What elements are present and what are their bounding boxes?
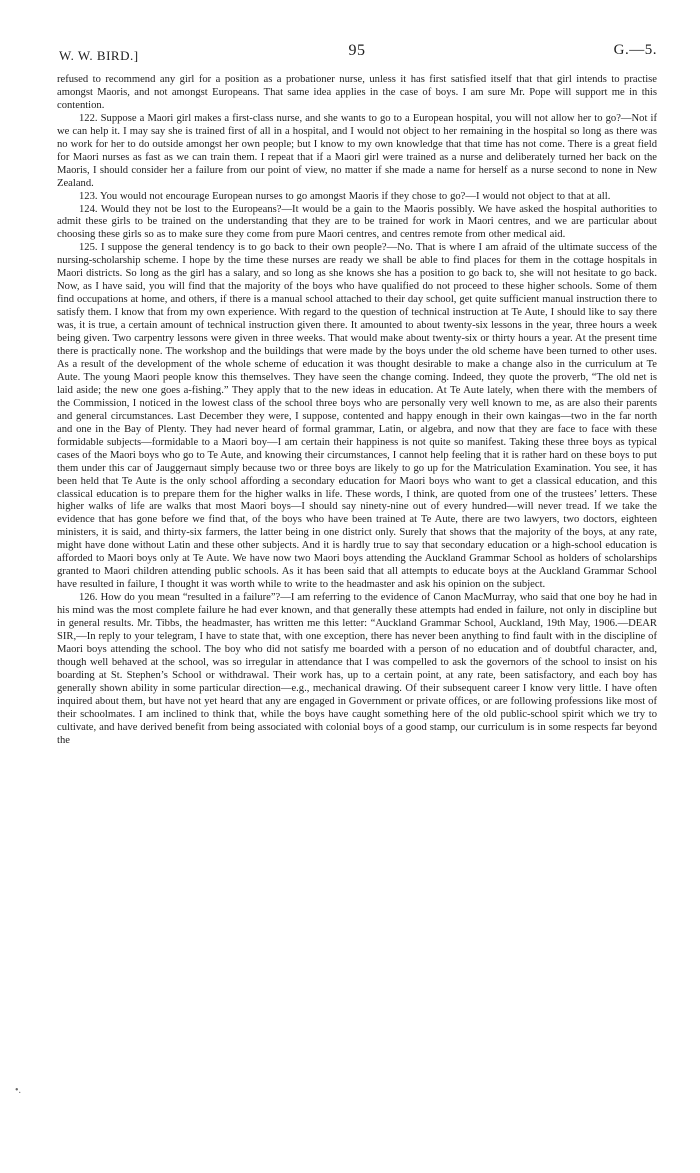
paragraph-question-126: 126. How do you mean “resulted in a failure”?—I am referring to the evidence of Canon MacMurray, who said that one boy he had in his mind was the most complete failure he had ever known, and that generally these attempts had ended in failure, not only in discipline but in general results. Mr. Tibbs, the headmaster, has written me this letter: “Auckland Grammar School, Auckland, 19th May, 1906.—DEAR SIR,—In reply to your telegram, I have to state that, with one exception, there has never been anything to find fault with in the discipline of Maori boys attending the school. The boy who did not satisfy me boarded with a person of no education and of doubtful character, and, though well behaved at the school, was so irregular in attendance that I was compelled to ask the governors of the school to insist on his boarding at St. Stephen’s School or withdrawal. Their work has, up to a certain point, at any rate, been satisfactory, and each boy has generally shown ability in some particular direction—e.g., mechanical drawing. Of their subsequent career I know very little. I have often inquired about them, but have not yet heard that any are engaged in Government or private offices, or are following professions like most of their schoolmates. I am inclined to think that, while the boys have caught something here of the old public-school spirit which we try to cultivate, and have derived benefit from being associated with colonial boys of a good stamp, our curriculum is in some respects far beyond the <box>57 592 657 746</box>
document-series: G.—5. <box>613 42 657 58</box>
paragraph-question-122: 122. Suppose a Maori girl makes a first-class nurse, and she wants to go to a European hospital, you will not allow her to go?—Not if we can help it. I may say she is trained first of all in a hospital, and I would not object to her remaining in the hospital so long as there was no work for her to do outside amongst her own people; but I know to my own knowledge that that time has not come. There is a great field for Maori nurses as fast as we can train them. I repeat that if a Maori girl were trained as a nurse and deliberately turned her back on the Maoris, I should consider her a failure from our point of view, no matter if she made a name for herself as a nurse second to none in New Zealand. <box>57 112 657 189</box>
page-number: 95 <box>348 42 366 59</box>
witness-name: W. W. BIRD.] <box>59 48 139 63</box>
paragraph-question-124: 124. Would they not be lost to the Europeans?—It would be a gain to the Maoris possibly. We have asked the hospital authorities to admit these girls to be trained on the understanding that they are to be trained for work in Maori centres, and we are particular about choosing these girls so as to make sure they come from pure Maori centres, and centres remote from other medical aid. <box>57 203 657 241</box>
paragraph-continuation: refused to recommend any girl for a position as a probationer nurse, unless it has first satisfied itself that that girl intends to practise amongst Maoris, and not amongst Europeans. That same idea applies in the case of boys. I am sure Mr. Pope will support me in this contention. <box>57 74 657 111</box>
margin-mark: •. <box>15 1085 22 1096</box>
paragraph-question-123: 123. You would not encourage European nurses to go amongst Maoris if they chose to go?—I would not object to that at all. <box>79 190 611 202</box>
paragraph-question-125: 125. I suppose the general tendency is to go back to their own people?—No. That is where I am afraid of the ultimate success of the nursing-scholarship scheme. I hope by the time these nurses are ready we shall be able to find places for them in the cottage hospitals in Maori districts. So long as the girl has a salary, and so long as she knows she has a position to go back to, she will not hesitate to go back. Now, as I have said, you will find that the majority of the boys who have qualified do not proceed to these higher schools. Some of them find occupations at home, and others, if there is a manual school attached to their day school, get quite sufficient manual instruction there to satisfy them. I know that from my own experience. With regard to the question of technical instruction at Te Aute, I should like to say there was, it is true, a certain amount of technical instruction given there. It amounted to about twenty-six lessons in the year, three hours a week being given. Two carpentry lessons were given in three weeks. That would make about twenty-six or thirty hours a year. At the present time there is practically none. The workshop and the buildings that were made by the boys under the old scheme have been turned to other uses. As a result of the development of the whole scheme of education it was thought desirable to make a change also in the curriculum at Te Aute. The young Maori people know this themselves. They have seen the change coming. Indeed, they quote the proverb, “The old net is laid aside; the new one goes a-fishing.” They apply that to the new ideas in education. At Te Aute lately, when there with the members of the Commission, I noticed in the lowest class of the school three boys who are personally very well known to me, as are also their parents and general circumstances. Last December they were, I suppose, contented and happy enough in their own kaingas—two in the far north and one in the Bay of Plenty. They had never heard of formal grammar, Latin, or algebra, and now that they are face to face with these formidable subjects—formidable to a Maori boy—I am certain their happiness is not quite so manifest. Taking these three boys as typical cases of the Maori boys who go to Te Aute, and knowing their circumstances, I cannot help feeling that it is rather hard on these boys to put them under this car of Jauggernaut simply because two or three boys are likely to go up for the Matriculation Examination. You see, it has been held that Te Aute is the only school affording a secondary education for Maori boys who want to get a classical education, and this classical education is to prepare them for the higher walks in life. These words, I think, are quoted from one of the trustees’ letters. These higher walks of life are walks that most Maori boys—I should say ninety-nine out of every hundred—will never tread. If we take the evidence that has gone before we find that, of the boys who have been trained at Te Aute, there are two lawyers, two doctors, eighteen ministers, it is said, and thirty-six farmers, the latter being in one district only. Surely that shows that the majority of the boys, at any rate, might have done without Latin and these other subjects. And it is hardly true to say that secondary education or a high-school education is afforded to Maori boys only at Te Aute. We have now two Maori boys attending the Auckland Grammar School as holders of scholarships granted to Maori children attending public schools. As it has been said that all attempts to educate boys at the Auckland Grammar School have resulted in failure, I thought it was worth while to write to the headmaster and ask his opinion on the subject. <box>57 242 657 591</box>
running-header <box>57 42 657 70</box>
body-text <box>57 74 657 748</box>
document-page <box>57 42 657 748</box>
